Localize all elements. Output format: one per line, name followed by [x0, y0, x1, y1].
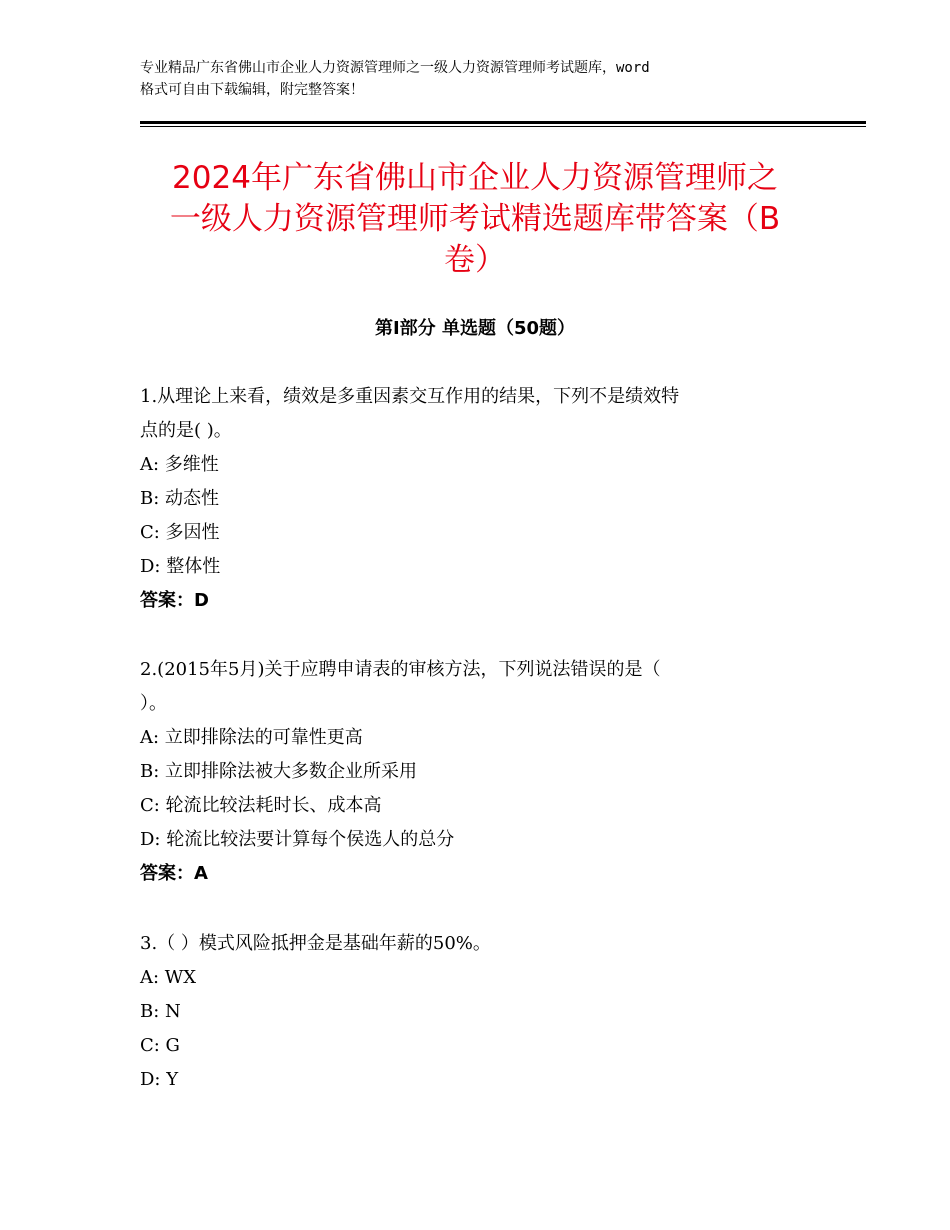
question-option-b: B: N: [140, 1001, 181, 1022]
question-option-c: C: 轮流比较法耗时长、成本高: [140, 795, 382, 816]
question-item: [140, 380, 820, 618]
question-option-a: A: 多维性: [140, 454, 219, 475]
question-option-c: C: 多因性: [140, 522, 220, 543]
question-option-d: D: 整体性: [140, 556, 221, 577]
question-text: ）。: [140, 693, 167, 714]
question-text: 2.(2015年5月)关于应聘申请表的审核方法，下列说法错误的是（: [140, 659, 661, 680]
question-answer: 答案：D: [140, 590, 209, 611]
question-answer: 答案：A: [140, 863, 208, 884]
header-divider-thin: [140, 126, 866, 127]
document-title-line: 一级人力资源管理师考试精选题库带答案（B: [169, 201, 781, 237]
header-note-line: 格式可自由下载编辑，附完整答案！: [140, 82, 364, 98]
question-option-b: B: 立即排除法被大多数企业所采用: [140, 761, 418, 782]
question-option-d: D: Y: [140, 1069, 179, 1090]
question-option-a: A: WX: [140, 967, 197, 988]
header-note: [140, 57, 830, 101]
document-title-line: 2024年广东省佛山市企业人力资源管理师之: [172, 160, 778, 196]
document-title: [130, 158, 820, 281]
question-item: [140, 927, 820, 1097]
question-option-d: D: 轮流比较法要计算每个侯选人的总分: [140, 829, 455, 850]
header-divider-thick: [140, 121, 866, 124]
question-item: [140, 653, 820, 891]
question-option-a: A: 立即排除法的可靠性更高: [140, 727, 363, 748]
header-note-line: 专业精品广东省佛山市企业人力资源管理师之一级人力资源管理师考试题库，word: [140, 60, 650, 76]
question-text: 3.（ ）模式风险抵押金是基础年薪的50%。: [140, 933, 491, 954]
question-option-b: B: 动态性: [140, 488, 220, 509]
question-option-c: C: G: [140, 1035, 180, 1056]
question-text: 1.从理论上来看，绩效是多重因素交互作用的结果，下列不是绩效特: [140, 386, 680, 407]
document-title-line: 卷）: [444, 242, 506, 278]
question-text: 点的是( )。: [140, 420, 232, 441]
section-title: 第Ⅰ部分 单选题（50题）: [374, 318, 575, 339]
